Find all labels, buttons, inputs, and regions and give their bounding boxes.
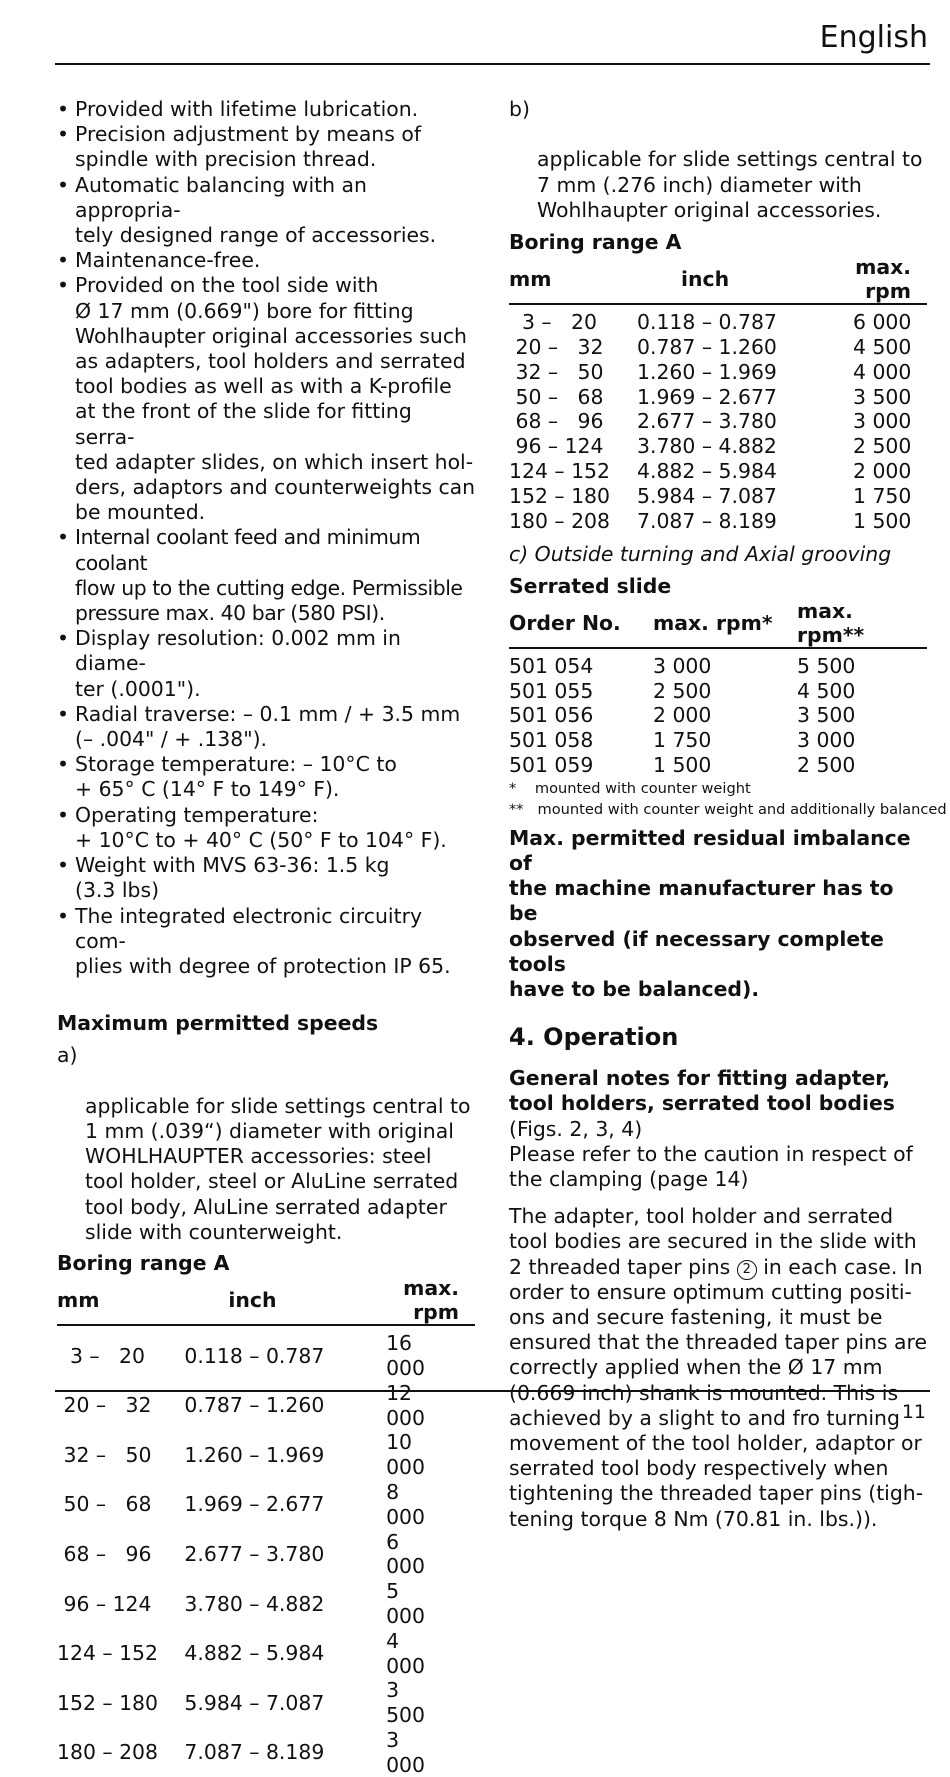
table-a-header-rpm: max. rpm (386, 1276, 475, 1325)
footnote-single-star: * mounted with counter weight (509, 779, 751, 797)
rpm-cell: 1 750 (853, 483, 912, 508)
left-column (57, 97, 477, 1777)
rpm-cell: 5 500 (797, 653, 856, 678)
rpm-cell: 1 500 (653, 752, 712, 777)
rpm-cell: 4 000 (386, 1628, 425, 1678)
section-title-operation: 4. Operation (509, 1023, 679, 1052)
table-row (509, 409, 927, 434)
rpm-cell: 4 500 (797, 678, 856, 703)
rpm-cell: 4 500 (853, 335, 912, 360)
table-row (509, 385, 927, 410)
mm-cell: 3 – 20 (509, 310, 598, 335)
mm-cell: 180 – 208 (57, 1740, 158, 1765)
inch-cell: 4.882 – 5.984 (637, 459, 777, 483)
feature-item: • Automatic balancing with an appropria- tely designed range of accessories. (57, 173, 477, 249)
table-row (509, 703, 927, 728)
order-cell: 501 055 (509, 678, 594, 703)
inch-cell: 5.984 – 7.087 (637, 483, 777, 508)
inch-cell: 0.118 – 0.787 (637, 310, 777, 335)
inch-cell: 5.984 – 7.087 (184, 1690, 325, 1715)
table-row (57, 1381, 475, 1431)
rpm-cell: 3 000 (386, 1727, 425, 1777)
inch-cell: 3.780 – 4.882 (184, 1591, 325, 1616)
table-row (509, 648, 927, 679)
item-c: c) Outside turning and Axial grooving (509, 542, 892, 567)
table-c-title: Serrated slide (509, 573, 672, 598)
mm-cell: 20 – 32 (509, 335, 604, 360)
max-speeds-heading: Maximum permitted speeds (57, 1011, 379, 1036)
inch-cell: 0.787 – 1.260 (184, 1393, 325, 1418)
table-c-header-rpm1: max. rpm* (653, 599, 797, 648)
inch-cell: 0.787 – 1.260 (637, 335, 777, 360)
rpm-cell: 16 000 (386, 1331, 425, 1380)
feature-item: • The integrated electronic circuitry com- plies with degree of protection IP 65. (57, 904, 477, 980)
feature-item: • Radial traverse: – 0.1 mm / + 3.5 mm (– .004" / + .138"). (57, 702, 477, 752)
table-row (57, 1325, 475, 1381)
rpm-cell: 3 500 (853, 384, 912, 409)
item-a-letter: a) (57, 1043, 78, 1068)
table-row (509, 459, 927, 484)
fitting-paragraph (509, 1204, 929, 1532)
header-rule (55, 63, 930, 65)
mm-cell: 20 – 32 (57, 1393, 152, 1418)
mm-cell: 124 – 152 (57, 1641, 158, 1666)
order-cell: 501 059 (509, 752, 594, 777)
table-row (57, 1629, 475, 1679)
mm-cell: 68 – 96 (57, 1541, 152, 1566)
mm-cell: 96 – 124 (57, 1591, 152, 1616)
table-row (509, 509, 927, 534)
table-row (509, 434, 927, 459)
feature-item: • Internal coolant feed and minimum coolant flow up to the cutting edge. Permissible pressure max. 40 bar (580 PSI). (57, 525, 477, 626)
table-a-title: Boring range A (57, 1250, 230, 1275)
table-row (57, 1430, 475, 1480)
footnote-double-star: ** mounted with counter weight and additionally balanced (509, 800, 947, 818)
page-number: 11 (901, 1401, 926, 1423)
table-c (509, 599, 927, 778)
table-row (57, 1678, 475, 1728)
feature-item: • Weight with MVS 63-36: 1.5 kg (3.3 lbs) (57, 853, 477, 903)
table-row (509, 679, 927, 704)
rpm-cell: 4 000 (853, 359, 912, 384)
mm-cell: 3 – 20 (57, 1343, 146, 1368)
rpm-cell: 10 000 (386, 1430, 425, 1480)
mm-cell: 32 – 50 (57, 1442, 152, 1467)
table-row (509, 484, 927, 509)
table-row (509, 304, 927, 335)
mm-cell: 96 – 124 (509, 434, 604, 459)
mm-cell: 32 – 50 (509, 359, 604, 384)
table-row (57, 1530, 475, 1580)
rpm-cell: 5 000 (386, 1579, 425, 1628)
language-label: English (819, 20, 928, 55)
mm-cell: 124 – 152 (509, 459, 610, 483)
feature-item: • Operating temperature: + 10°C to + 40° C (50° F to 104° F). (57, 803, 477, 853)
inch-cell: 0.118 – 0.787 (184, 1343, 325, 1368)
rpm-cell: 2 000 (653, 703, 712, 728)
table-b-title: Boring range A (509, 230, 682, 255)
table-row (509, 753, 927, 778)
table-row (57, 1579, 475, 1629)
inch-cell: 3.780 – 4.882 (637, 434, 777, 459)
table-row (509, 360, 927, 385)
item-a-text: applicable for slide settings central to 1 mm (.039“) diameter with original WOHLHAUPTER accessories: steel tool holder, steel or AluLine serrated tool body, AluLine serrated adapter slide with counterweight. (85, 1093, 471, 1244)
item-b (509, 97, 929, 223)
rpm-cell: 3 000 (797, 728, 856, 753)
feature-item: • Precision adjustment by means of spindle with precision thread. (57, 122, 477, 172)
inch-cell: 7.087 – 8.189 (184, 1740, 325, 1765)
rpm-cell: 2 000 (853, 459, 912, 483)
imbalance-note: Max. permitted residual imbalance of the machine manufacturer has to be observed (if necessary complete tools have to be balanced). (509, 825, 911, 1001)
inch-cell: 4.882 – 5.984 (184, 1641, 325, 1666)
order-cell: 501 054 (509, 653, 594, 678)
right-column (509, 97, 947, 1532)
feature-item: • Provided on the tool side with Ø 17 mm (0.669") bore for fitting Wohlhaupter original accessories such as adapters, tool holders and serrated tool bodies as well as with a K-profile at the front of the slide for fitting serra- ted adapter slides, on which insert hol- ders, adaptors and counterweights can be mounted. (57, 273, 477, 525)
mm-cell: 152 – 180 (509, 483, 610, 508)
table-row (57, 1480, 475, 1530)
item-b-letter: b) (509, 97, 530, 121)
mm-cell: 152 – 180 (57, 1690, 158, 1715)
rpm-cell: 2 500 (653, 678, 712, 703)
table-row (509, 728, 927, 753)
circled-number-2: 2 (737, 1260, 757, 1280)
feature-item: • Provided with lifetime lubrication. (57, 97, 477, 122)
rpm-cell: 8 000 (386, 1479, 425, 1529)
mm-cell: 180 – 208 (509, 508, 610, 533)
rpm-cell: 1 500 (853, 508, 912, 533)
table-b-header-inch: inch (637, 255, 853, 304)
rpm-cell: 2 500 (797, 752, 856, 777)
mm-cell: 50 – 68 (509, 384, 604, 409)
inch-cell: 1.969 – 2.677 (184, 1492, 325, 1517)
table-b-header-rpm: max. rpm (853, 255, 927, 304)
table-b-header-mm: mm (509, 255, 637, 304)
rpm-cell: 1 750 (653, 728, 712, 753)
item-a (57, 1043, 477, 1245)
fitting-paragraph-end: in each case. In order to ensure optimum cutting positi- ons and secure fastening, it must be ensured that the threaded taper pins are correctly applied when the Ø 17 mm (0.669 inch) shank is mounted. This is achieved by a slight to and fro turning movement of the tool holder, adaptor or serrated tool body respectively when tightening the threaded taper pins (tigh- tening torque 8 Nm (70.81 in. lbs.)). (509, 1254, 928, 1531)
feature-item: • Storage temperature: – 10°C to + 65° C (14° F to 149° F). (57, 752, 477, 802)
feature-list (57, 97, 477, 979)
footer-rule (55, 1390, 930, 1392)
table-b (509, 255, 927, 533)
fitting-paragraph-start: The adapter, tool holder and serrated tool bodies are secured in the slide with 2 threaded taper pins (509, 1204, 917, 1279)
rpm-cell: 3 000 (853, 409, 912, 434)
rpm-cell: 3 000 (653, 653, 712, 678)
feature-item: • Display resolution: 0.002 mm in diame- ter (.0001"). (57, 626, 477, 702)
mm-cell: 50 – 68 (57, 1492, 152, 1517)
table-c-header-order: Order No. (509, 599, 653, 648)
table-row (509, 335, 927, 360)
feature-item: • Maintenance-free. (57, 248, 477, 273)
inch-cell: 1.260 – 1.969 (637, 359, 777, 384)
inch-cell: 1.260 – 1.969 (184, 1442, 325, 1467)
order-cell: 501 058 (509, 728, 594, 753)
rpm-cell: 3 500 (386, 1678, 425, 1728)
rpm-cell: 12 000 (386, 1380, 425, 1430)
table-a-header-mm: mm (57, 1276, 184, 1325)
rpm-cell: 6 000 (386, 1529, 425, 1579)
inch-cell: 1.969 – 2.677 (637, 384, 777, 409)
table-row (57, 1728, 475, 1777)
rpm-cell: 3 500 (797, 703, 856, 728)
mm-cell: 68 – 96 (509, 409, 604, 434)
table-a-header-inch: inch (184, 1276, 386, 1325)
figures-reference: (Figs. 2, 3, 4) (509, 1116, 643, 1141)
caution-reference: Please refer to the caution in respect of the clamping (page 14) (509, 1141, 913, 1192)
table-c-header-rpm2: max. rpm** (797, 599, 927, 648)
order-cell: 501 056 (509, 703, 594, 728)
inch-cell: 2.677 – 3.780 (184, 1541, 325, 1566)
rpm-cell: 2 500 (853, 434, 912, 459)
general-notes-heading: General notes for fitting adapter, tool holders, serrated tool bodies (509, 1066, 895, 1116)
rpm-cell: 6 000 (853, 310, 912, 335)
inch-cell: 2.677 – 3.780 (637, 409, 777, 434)
item-b-text: applicable for slide settings central to 7 mm (.276 inch) diameter with Wohlhaupter original accessories. (537, 147, 923, 222)
table-a (57, 1276, 475, 1777)
inch-cell: 7.087 – 8.189 (637, 508, 777, 533)
